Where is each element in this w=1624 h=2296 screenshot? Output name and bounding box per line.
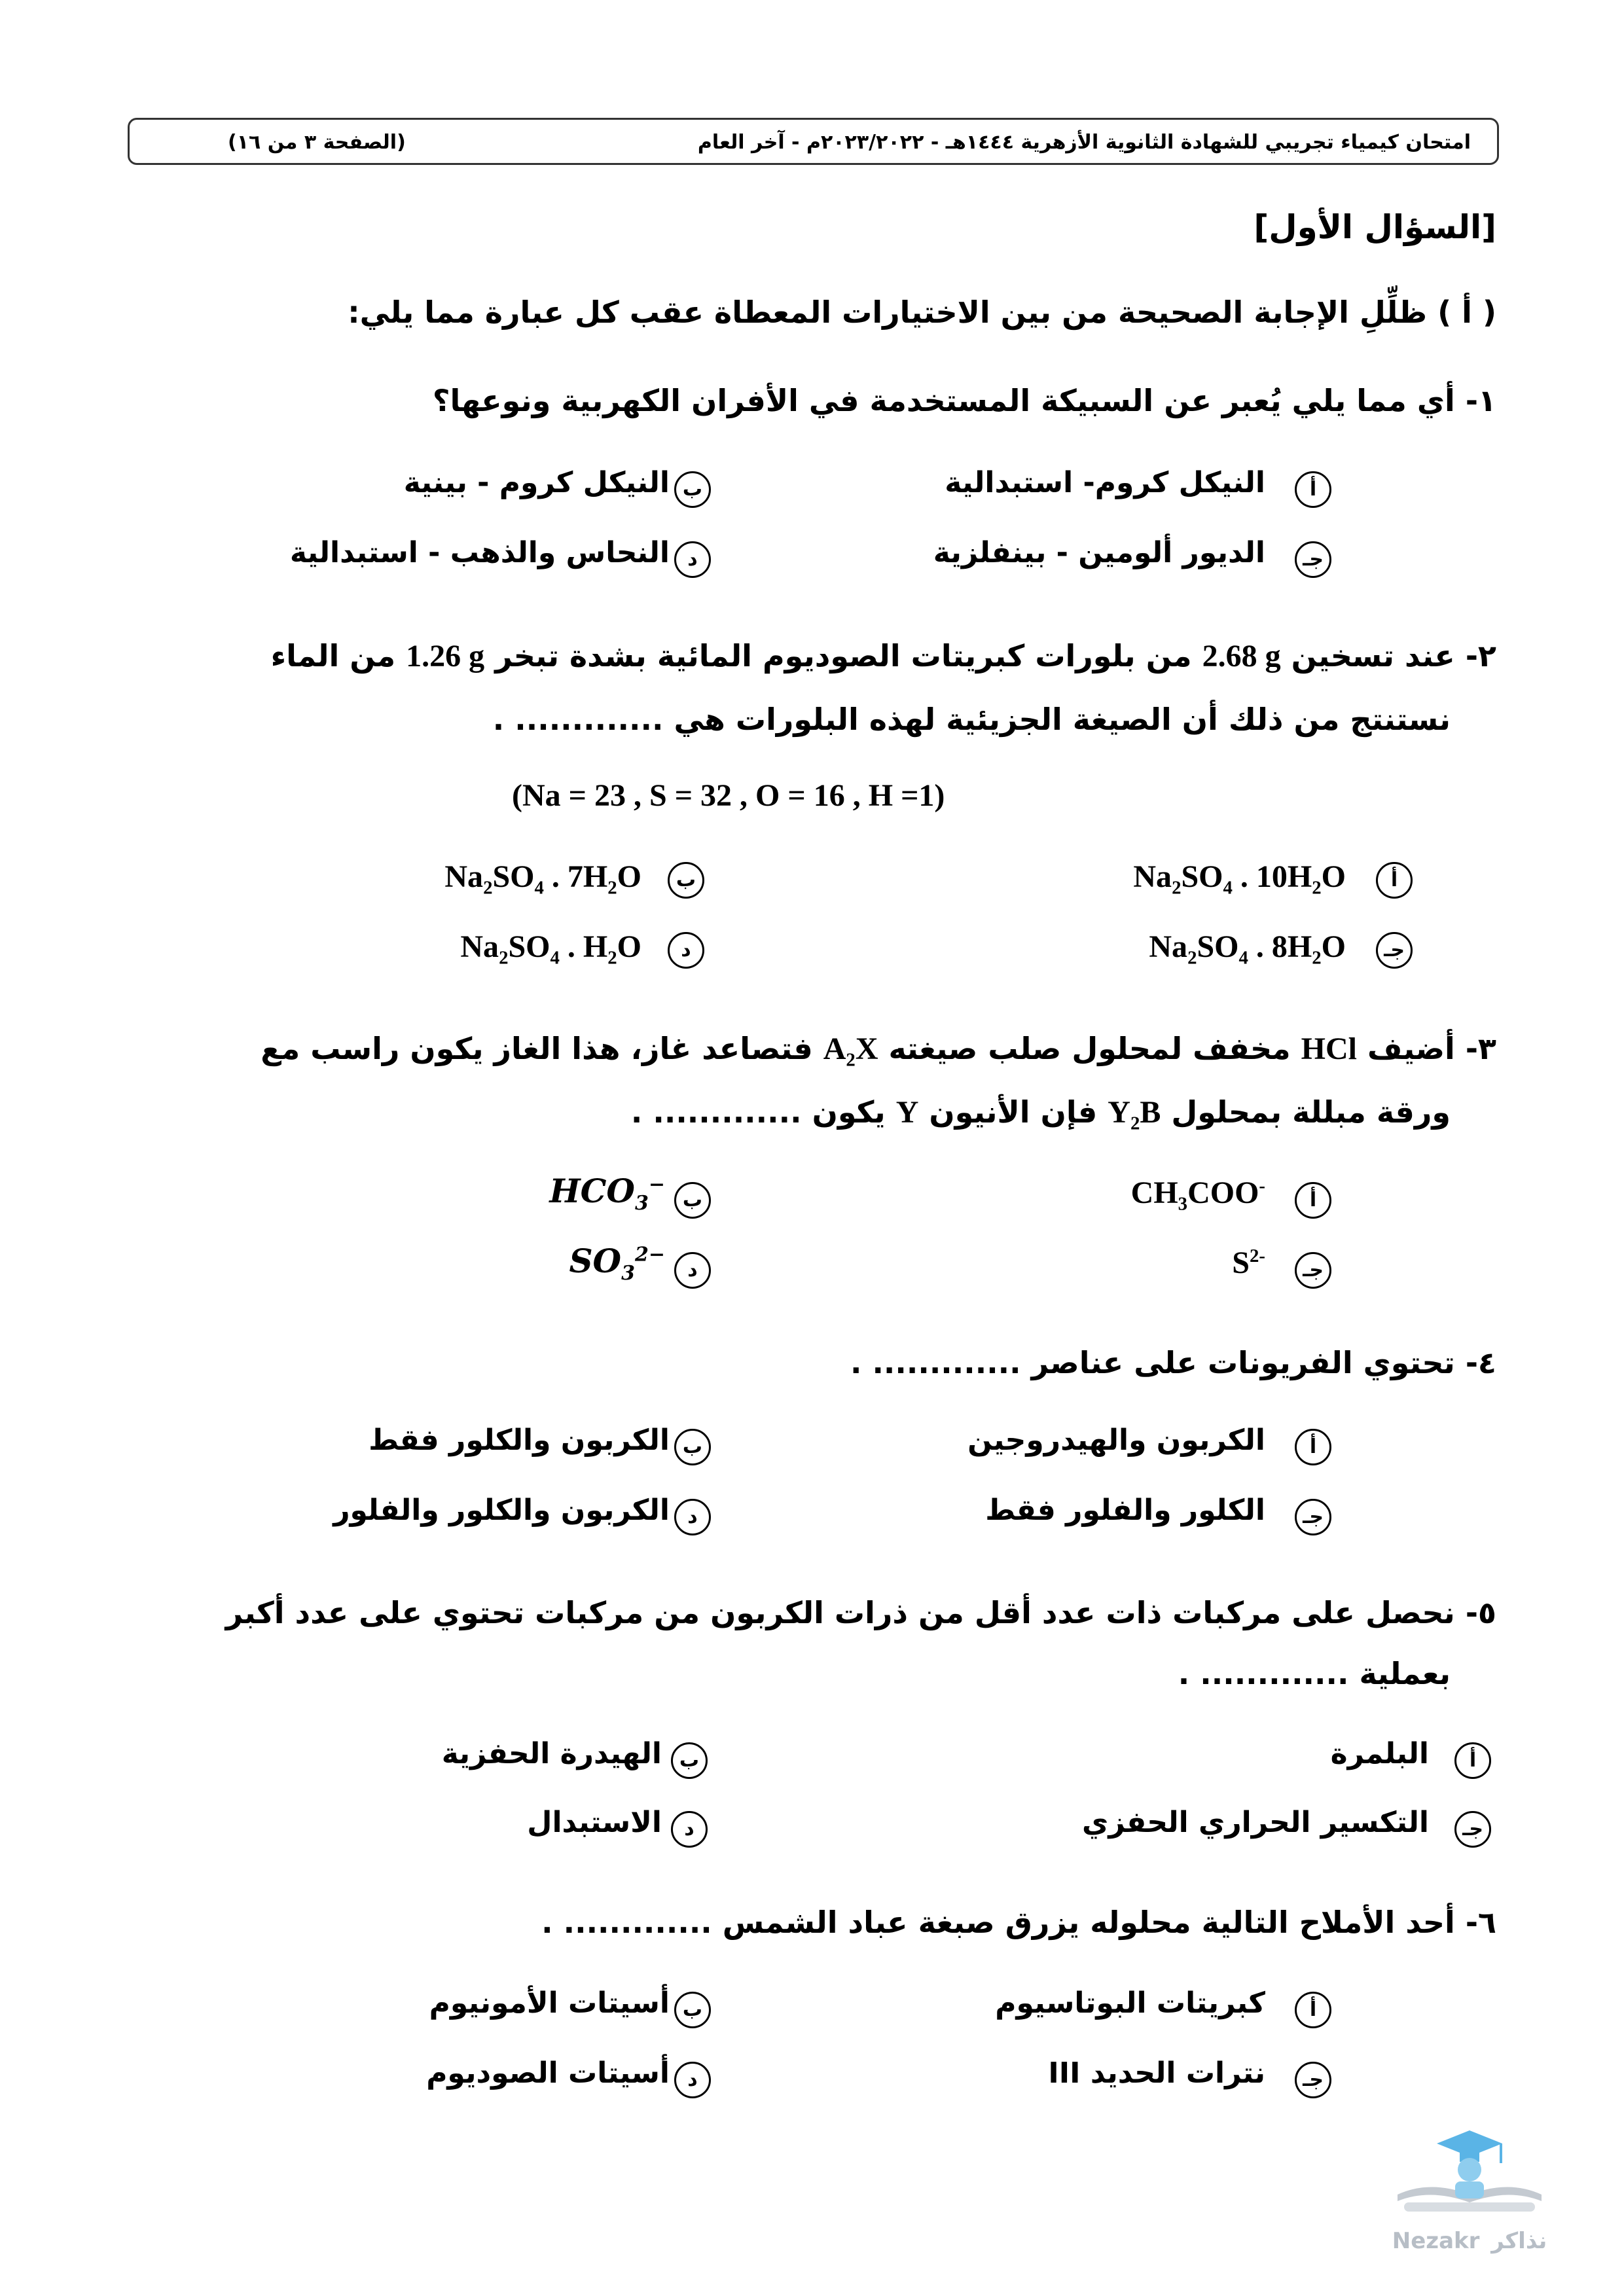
option-d-radio[interactable]: د	[674, 1252, 711, 1289]
question-5-line-1: ٥- نحصل على مركبات ذات عدد أقل من ذرات الكربون من مركبات تحتوي على عدد أكبر	[225, 1595, 1496, 1630]
section-title: [السؤال الأول]	[1254, 208, 1496, 246]
option-b-radio[interactable]: ب	[674, 1182, 711, 1219]
q4-option-a: الكربون والهيدروجين	[967, 1424, 1265, 1457]
option-c-radio[interactable]: جـ	[1295, 2062, 1331, 2098]
option-d-radio[interactable]: د	[674, 1499, 711, 1535]
q2-option-d: $Na_2SO_4$ . $H_2O$	[460, 929, 641, 969]
option-a-radio[interactable]: أ	[1295, 1429, 1331, 1465]
option-b-radio[interactable]: ب	[674, 471, 711, 508]
q2-option-b: $Na_2SO_4$ . $7H_2O$	[444, 859, 641, 899]
q3-option-d: $SO_3^{2-}$	[569, 1242, 665, 1285]
logo-arabic: نذاكر	[1491, 2228, 1547, 2254]
q6-option-a: كبريتات البوتاسيوم	[995, 1986, 1265, 2020]
atomic-masses: (Na = 23 , S = 32 , O = 16 , H =1)	[512, 778, 945, 813]
nezakr-logo	[1378, 2117, 1561, 2268]
q1-option-d: النحاس والذهب - استبدالية	[289, 536, 670, 569]
q1-option-c: الديور ألومين - بينفلزية	[933, 536, 1265, 569]
option-a-radio[interactable]: أ	[1295, 1992, 1331, 2028]
graduate-book-icon	[1378, 2117, 1561, 2268]
svg-text:Nezakr نذاكر	[1392, 2228, 1547, 2254]
option-b-radio[interactable]: ب	[674, 1429, 711, 1465]
question-2-line-2: نستنتج من ذلك أن الصيغة الجزيئية لهذه البلورات هي ............. .	[492, 702, 1451, 737]
q5-option-c: التكسير الحراري الحفزي	[1082, 1806, 1429, 1839]
option-c-radio[interactable]: جـ	[1295, 1499, 1331, 1535]
q3-option-c: $S^{2-}$	[1232, 1246, 1265, 1280]
q3-option-b: $HCO_3^-$	[549, 1172, 665, 1215]
option-a-radio[interactable]: أ	[1295, 471, 1331, 508]
question-6: ٦- أحد الأملاح التالية محلوله يزرق صبغة عباد الشمس ............. .	[541, 1905, 1496, 1940]
q4-option-d: الكربون والكلور والفلور	[333, 1494, 670, 1527]
option-c-radio[interactable]: جـ	[1454, 1811, 1491, 1848]
q4-option-b: الكربون والكلور فقط	[369, 1424, 670, 1457]
option-a-radio[interactable]: أ	[1295, 1182, 1331, 1219]
option-d-radio[interactable]: د	[668, 932, 704, 969]
q5-option-b: الهيدرة الحفزية	[441, 1737, 662, 1770]
logo-latin: Nezakr	[1392, 2228, 1480, 2254]
option-c-radio[interactable]: جـ	[1376, 932, 1413, 969]
option-a-radio[interactable]: أ	[1376, 862, 1413, 899]
question-1: ١- أي مما يلي يُعبر عن السبيكة المستخدمة في الأفران الكهربية ونوعها؟	[432, 383, 1496, 418]
option-d-radio[interactable]: د	[674, 541, 711, 578]
option-c-radio[interactable]: جـ	[1295, 1252, 1331, 1289]
question-2-line-1: ٢- عند تسخين 2.68 g من بلورات كبريتات الصوديوم المائية بشدة تبخر 1.26 g من الماء	[270, 638, 1496, 673]
option-a-radio[interactable]: أ	[1454, 1742, 1491, 1779]
q5-option-d: الاستبدال	[527, 1806, 662, 1839]
question-4: ٤- تحتوي الفريونات على عناصر ............. .	[850, 1345, 1496, 1380]
exam-title: امتحان كيمياء تجريبي للشهادة الثانوية الأزهرية ١٤٤٤هـ - ٢٠٢٣/٢٠٢٢م - آخر العام	[697, 131, 1471, 154]
option-d-radio[interactable]: د	[674, 2062, 711, 2098]
option-b-radio[interactable]: ب	[668, 862, 704, 899]
page-header	[128, 118, 1499, 165]
option-b-radio[interactable]: ب	[674, 1992, 711, 2028]
q1-option-b: النيكل كروم - بينية	[403, 466, 670, 499]
question-3-line-2: ورقة مبللة بمحلول $Y_2B$ فإن الأنيون Y يكون ............. .	[630, 1094, 1451, 1134]
option-b-radio[interactable]: ب	[671, 1742, 708, 1779]
q1-option-a: النيكل كروم- استبدالية	[945, 466, 1265, 499]
option-c-radio[interactable]: جـ	[1295, 541, 1331, 578]
page-number: (الصفحة ٣ من ١٦)	[228, 131, 406, 154]
q3-option-a: $CH_3COO^-$	[1130, 1175, 1265, 1215]
q6-option-b: أسيتات الأمونيوم	[429, 1986, 670, 2020]
q2-option-c: $Na_2SO_4$ . $8H_2O$	[1149, 929, 1346, 969]
q5-option-a: البلمرة	[1330, 1737, 1429, 1770]
q2-option-a: $Na_2SO_4$ . $10H_2O$	[1133, 859, 1346, 899]
option-d-radio[interactable]: د	[671, 1811, 708, 1848]
q4-option-c: الكلور والفلور فقط	[985, 1494, 1265, 1527]
q6-option-d: أسيتات الصوديوم	[426, 2056, 670, 2090]
instruction: ( أ ) ظلِّلِ الإجابة الصحيحة من بين الاختيارات المعطاة عقب كل عبارة مما يلي:	[348, 295, 1496, 330]
q6-option-c: نترات الحديد III	[1048, 2056, 1265, 2090]
question-5-line-2: بعملية ............. .	[1178, 1656, 1451, 1691]
question-3-line-1: ٣- أضيف HCl مخفف لمحلول صلب صيغته $A_2X$ فتصاعد غاز، هذا الغاز يكون راسب مع	[261, 1031, 1496, 1071]
